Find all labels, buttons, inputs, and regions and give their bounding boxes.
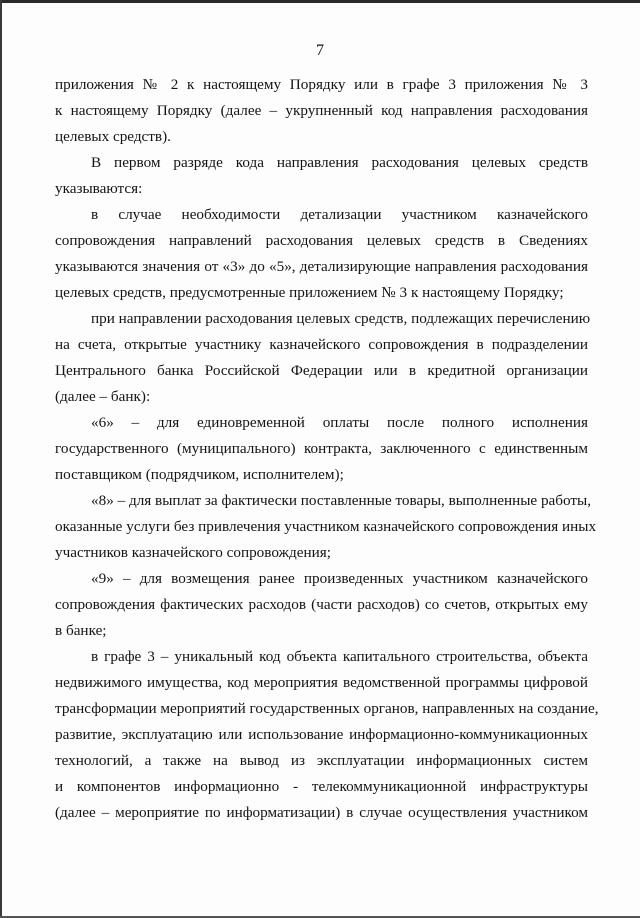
paragraph-line: в случае необходимости детализации участником казначейского — [91, 206, 588, 223]
paragraph-line: на счета, открытые участнику казначейского сопровождения в подразделении — [55, 336, 588, 353]
paragraph-line: «6» – для единовременной оплаты после полного исполнения — [91, 414, 588, 431]
paragraph-line: трансформации мероприятий государственных органов, направленных на создание, — [55, 700, 599, 717]
paragraph-line: развитие, эксплуатацию или использование информационно-коммуникационных — [55, 726, 588, 743]
paragraph-line: (далее – мероприятие по информатизации) в случае осуществления участником — [55, 804, 588, 821]
paragraph-line: недвижимого имущества, код мероприятия ведомственной программы цифровой — [55, 674, 588, 691]
paragraph-line: оказанные услуги без привлечения участником казначейского сопровождения иных — [55, 518, 597, 535]
paragraph-line: «9» – для возмещения ранее произведенных участником казначейского — [91, 570, 588, 587]
paragraph-line: целевых средств, предусмотренные приложением № 3 к настоящему Порядку; — [55, 284, 564, 301]
paragraph — [55, 306, 591, 410]
scan-edge-top — [0, 0, 640, 3]
paragraph-line: приложения № 2 к настоящему Порядку или в графе 3 приложения № 3 — [55, 76, 588, 93]
paragraph-line: указываются значения от «3» до «5», детализирующие направления расходования — [55, 258, 588, 275]
paragraph — [55, 150, 588, 202]
paragraph-line: «8» – для выплат за фактически поставленные товары, выполненные работы, — [91, 492, 592, 509]
paragraph — [55, 644, 599, 826]
paragraph-line: сопровождения фактических расходов (части расходов) со счетов, открытых ему — [55, 596, 588, 613]
paragraph-line: к настоящему Порядку (далее – укрупненный код направления расходования — [55, 102, 588, 119]
paragraph-line: участников казначейского сопровождения; — [55, 544, 331, 561]
paragraph-line: Центрального банка Российской Федерации или в кредитной организации — [55, 362, 588, 379]
paragraph-line: в банке; — [55, 622, 107, 639]
paragraph-line: в графе 3 – уникальный код объекта капитального строительства, объекта — [91, 648, 588, 665]
paragraph-line: поставщиком (подрядчиком, исполнителем); — [55, 466, 344, 483]
scan-edge-left — [0, 0, 2, 918]
document-body — [55, 72, 599, 826]
paragraph-line: (далее – банк): — [55, 388, 151, 405]
paragraph-line: В первом разряде кода направления расходования целевых средств — [91, 154, 588, 171]
paragraph-line: указываются: — [55, 180, 143, 197]
paragraph-line: при направлении расходования целевых средств, подлежащих перечислению — [91, 310, 591, 327]
paragraph — [55, 410, 588, 488]
paragraph — [55, 202, 588, 306]
paragraph-line: целевых средств). — [55, 128, 171, 145]
paragraph — [55, 566, 588, 644]
paragraph-line: и компонентов информационно - телекоммуникационной инфраструктуры — [55, 778, 588, 795]
paragraph-line: государственного (муниципального) контракта, заключенного с единственным — [55, 440, 588, 457]
paragraph-line: сопровождения направлений расходования целевых средств в Сведениях — [55, 232, 588, 249]
page-number: 7 — [316, 42, 324, 59]
paragraph — [55, 72, 588, 150]
paragraph-line: технологий, а также на вывод из эксплуатации информационных систем — [55, 752, 588, 769]
paragraph — [55, 488, 597, 566]
